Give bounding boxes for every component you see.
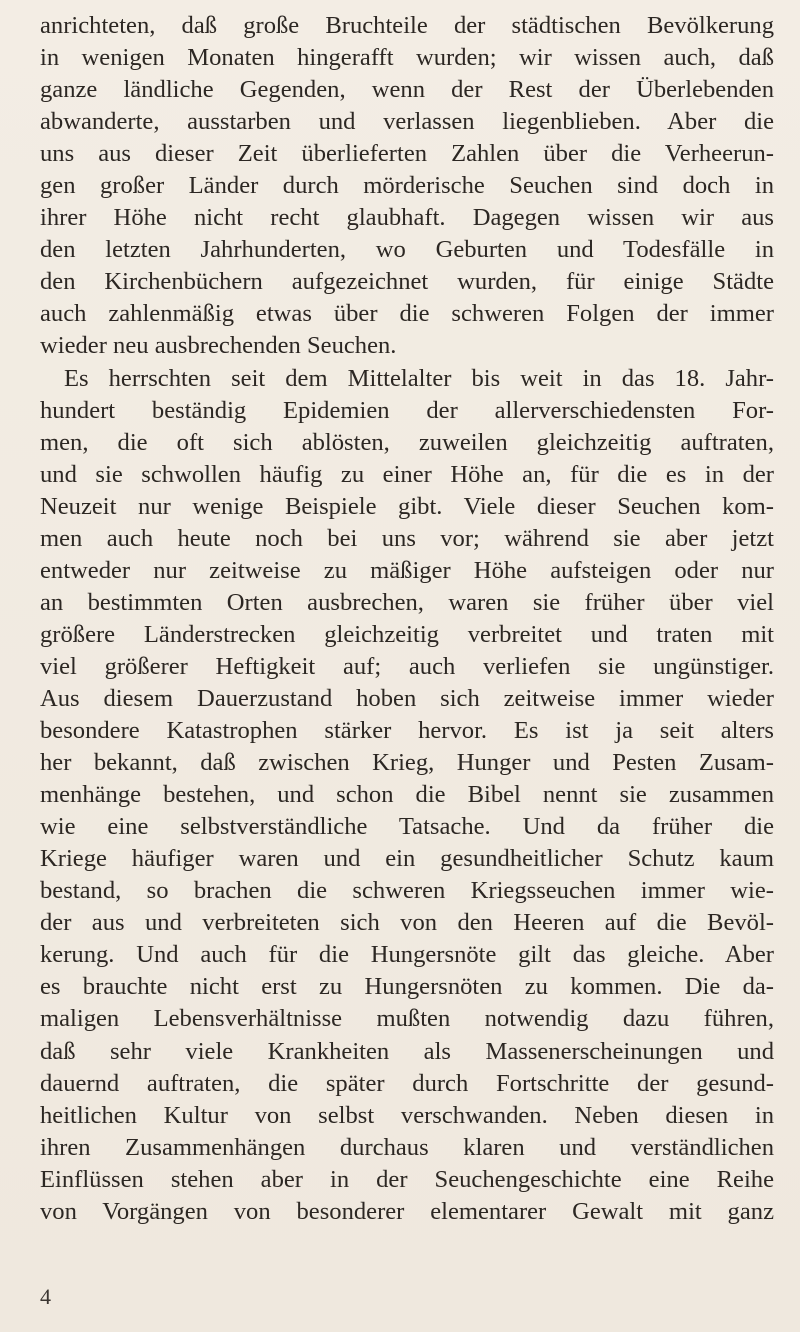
text-line: daß sehr viele Krankheiten als Massenerscheinungen und [40,1037,774,1065]
text-line: es brauchte nicht erst zu Hungersnöten zu kommen. Die da- [40,973,774,1001]
text-line: von Vorgängen von besonderer elementarer Gewalt mit ganz [40,1197,774,1225]
text-line: ihrer Höhe nicht recht glaubhaft. Dagegen wissen wir aus [40,204,774,232]
text-line: und sie schwollen häufig zu einer Höhe an, für die es in der [40,460,774,488]
text-line: besondere Katastrophen stärker hervor. Es ist ja seit alters [40,717,774,745]
text-line: menhänge bestehen, und schon die Bibel nennt sie zusammen [40,781,774,809]
text-line: ihren Zusammenhängen durchaus klaren und verständlichen [40,1133,774,1161]
text-line: heitlichen Kultur von selbst verschwanden. Neben diesen in [40,1101,774,1129]
paragraph [40,363,774,1228]
text-line: Neuzeit nur wenige Beispiele gibt. Viele dieser Seuchen kom- [40,492,774,520]
text-line: wieder neu ausbrechenden Seuchen. [40,332,397,360]
text-line: wie eine selbstverständliche Tatsache. Und da früher die [40,813,774,841]
body-text [40,10,774,1228]
text-line: her bekannt, daß zwischen Krieg, Hunger und Pesten Zusam- [40,749,774,777]
text-line: anrichteten, daß große Bruchteile der städtischen Bevölkerung [40,12,774,39]
text-line: den Kirchenbüchern aufgezeichnet wurden, für einige Städte [40,268,774,296]
text-line: entweder nur zeitweise zu mäßiger Höhe aufsteigen oder nur [40,556,774,584]
text-line: men auch heute noch bei uns vor; während sie aber jetzt [40,524,774,552]
text-line: abwanderte, ausstarben und verlassen liegenblieben. Aber die [40,108,774,136]
text-line: größere Länderstrecken gleichzeitig verbreitet und traten mit [40,620,774,648]
paragraph [40,10,774,363]
text-line: dauernd auftraten, die später durch Fortschritte der gesund- [40,1069,774,1097]
page-number: 4 [40,1284,51,1309]
text-line: men, die oft sich ablösten, zuweilen gleichzeitig auftraten, [40,428,774,456]
text-line: kerung. Und auch für die Hungersnöte gilt das gleiche. Aber [40,941,774,969]
text-line: den letzten Jahrhunderten, wo Geburten und Todesfälle in [40,236,774,264]
text-line: Es herrschten seit dem Mittelalter bis weit in das 18. Jahr- [64,364,774,392]
text-line: an bestimmten Orten ausbrechen, waren sie früher über viel [40,588,774,616]
text-line: gen großer Länder durch mörderische Seuchen sind doch in [40,172,774,200]
text-line: Aus diesem Dauerzustand hoben sich zeitweise immer wieder [40,684,774,712]
text-line: Einflüssen stehen aber in der Seuchengeschichte eine Reihe [40,1165,774,1193]
text-line: bestand, so brachen die schweren Kriegsseuchen immer wie- [40,877,774,905]
text-line: hundert beständig Epidemien der allerverschiedensten For- [40,396,774,424]
text-line: viel größerer Heftigkeit auf; auch verliefen sie ungünstiger. [40,652,774,680]
text-line: der aus und verbreiteten sich von den Heeren auf die Bevöl- [40,909,774,937]
text-line: Kriege häufiger waren und ein gesundheitlicher Schutz kaum [40,845,774,873]
text-line: uns aus dieser Zeit überlieferten Zahlen über die Verheerun- [40,140,774,168]
text-line: maligen Lebensverhältnisse mußten notwendig dazu führen, [40,1005,774,1033]
text-line: ganze ländliche Gegenden, wenn der Rest der Überlebenden [40,76,774,104]
text-line: auch zahlenmäßig etwas über die schweren Folgen der immer [40,300,774,328]
text-line: in wenigen Monaten hingerafft wurden; wir wissen auch, daß [40,44,774,72]
